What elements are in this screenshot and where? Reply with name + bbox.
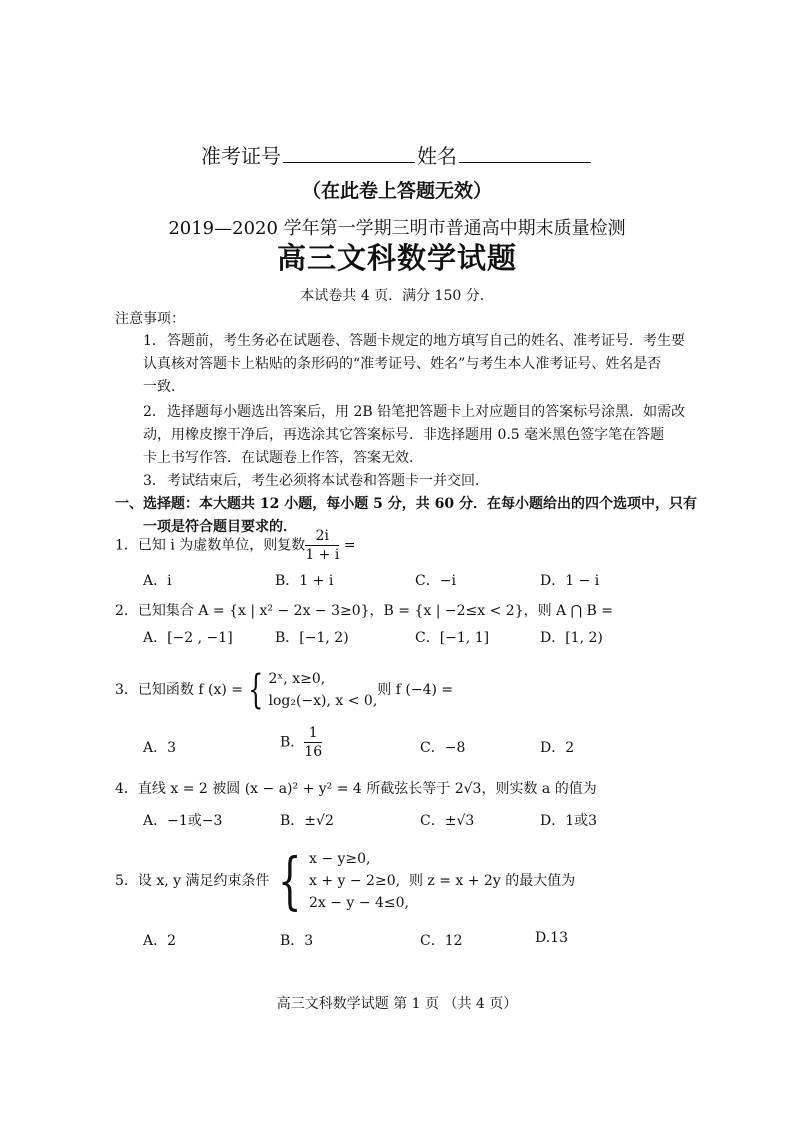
brace-glyph: {	[248, 667, 264, 713]
case-line: log₂(−x), x < 0,	[268, 693, 378, 709]
notice-line: 动，用橡皮擦干净后，再选涂其它答案标号．非选择题用 0.5 毫米黑色签字笔在答题	[143, 427, 665, 443]
question-num: 1．	[115, 537, 138, 554]
notice-line: 一致．	[143, 379, 185, 395]
question-stem-end: 则 z = x + 2y 的最大值为	[408, 873, 576, 889]
option-b: B．[−1, 2)	[275, 630, 349, 646]
option-a: A．i	[143, 573, 172, 589]
exam-series: 2019—2020 学年第一学期三明市普通高中期末质量检测	[168, 218, 626, 239]
notice-item-num: 3．	[143, 473, 166, 489]
question-stem-end: 则 f (−4) =	[377, 682, 454, 698]
question-num: 2．	[115, 603, 138, 619]
subtitle: 本试卷共 4 页．满分 150 分．	[300, 288, 494, 304]
page-footer: 高三文科数学试题 第 1 页 （共 4 页）	[276, 996, 518, 1012]
option-b-label: B．	[280, 734, 305, 751]
fraction-denominator: 16	[304, 744, 323, 760]
constraint-cases	[309, 848, 409, 914]
question-num: 3．	[115, 682, 138, 698]
case-line: x − y≥0,	[308, 851, 371, 867]
question-5	[115, 844, 576, 917]
name-label: 姓名	[417, 144, 457, 168]
exam-id-label: 准考证号	[201, 144, 281, 168]
question-stem-end: =	[339, 537, 356, 554]
question-stem: 设 x, y 满足约束条件	[137, 873, 270, 889]
brace-glyph: {	[277, 844, 302, 917]
question-num: 5．	[115, 873, 138, 889]
option-d: D．1或3	[540, 813, 598, 829]
option-d: D．2	[540, 740, 575, 756]
fraction	[305, 527, 339, 564]
option-c: C．12	[420, 933, 463, 949]
question-1	[115, 527, 356, 564]
option-d: D．[1, 2)	[540, 630, 603, 646]
question-stem: 已知集合 A = {x | x² − 2x − 3≥0}，B = {x | −2≤x < 2}，则 A ⋂ B =	[137, 603, 614, 619]
option-b: B．1 + i	[275, 573, 334, 589]
notice-line: 选择题每小题选出答案后，用 2B 铅笔把答题卡上对应题目的答案标号涂黑．如需改	[167, 404, 686, 420]
exam-id-blank	[283, 144, 415, 163]
fraction-numerator: 2i	[305, 527, 339, 546]
notice-item-num: 1．	[143, 333, 166, 349]
fraction	[304, 724, 322, 761]
notice-heading: 注意事项：	[115, 311, 185, 327]
option-a: A．[−2 , −1]	[143, 630, 233, 646]
option-d: D．1 − i	[540, 573, 600, 589]
case-line: 2x − y − 4≤0,	[308, 895, 409, 911]
fraction-denominator: 1 + i	[305, 547, 340, 563]
piecewise-cases	[268, 668, 377, 712]
invalid-note: （在此卷上答题无效）	[301, 180, 492, 202]
option-a: A．3	[143, 740, 177, 756]
exam-id-name-line	[0, 140, 794, 169]
option-a: A．2	[143, 933, 177, 949]
option-b: B．±√2	[280, 813, 334, 829]
notice-line: 考试结束后，考生必须将本试卷和答题卡一并交回．	[167, 473, 489, 489]
section-heading: 一、选择题：本大题共 12 小题，每小题 5 分，共 60 分．在每小题给出的四个选项中，只有	[115, 496, 697, 512]
notice-line: 认真核对答题卡上粘贴的条形码的“准考证号、姓名”与考生本人准考证号、姓名是否	[143, 356, 662, 372]
option-c: C．−i	[415, 573, 456, 589]
option-b: B．3	[280, 933, 314, 949]
name-blank	[459, 144, 591, 163]
option-c: C．[−1, 1]	[415, 630, 490, 646]
notice-item-num: 2．	[143, 404, 166, 420]
option-b	[280, 724, 322, 761]
notice-line: 卡上书写作答．在试题卷上作答，答案无效．	[143, 450, 423, 466]
option-c: C．−8	[420, 740, 466, 756]
question-4	[115, 778, 597, 798]
section-heading-cont: 一项是符合题目要求的．	[143, 519, 297, 535]
notice-line: 答题前，考生务必在试题卷、答题卡规定的地方填写自己的姓名、准考证号．考生要	[167, 333, 685, 349]
question-num: 4．	[115, 781, 138, 797]
question-2	[115, 600, 613, 620]
option-c: C．±√3	[420, 813, 475, 829]
question-stem: 已知 i 为虚数单位，则复数	[137, 537, 306, 554]
fraction-numerator: 1	[304, 724, 322, 743]
page-title: 高三文科数学试题	[276, 241, 517, 275]
question-stem: 已知函数 f (x) =	[137, 682, 244, 698]
case-line: x + y − 2≥0,	[308, 873, 401, 889]
question-stem: 直线 x = 2 被圆 (x − a)² + y² = 4 所截弦长等于 2√3，则实数 a 的值为	[137, 781, 597, 797]
option-a: A．−1或−3	[143, 813, 223, 829]
case-line: 2ˣ, x≥0,	[268, 671, 326, 687]
option-d: D.13	[535, 930, 568, 946]
question-3	[115, 668, 453, 712]
